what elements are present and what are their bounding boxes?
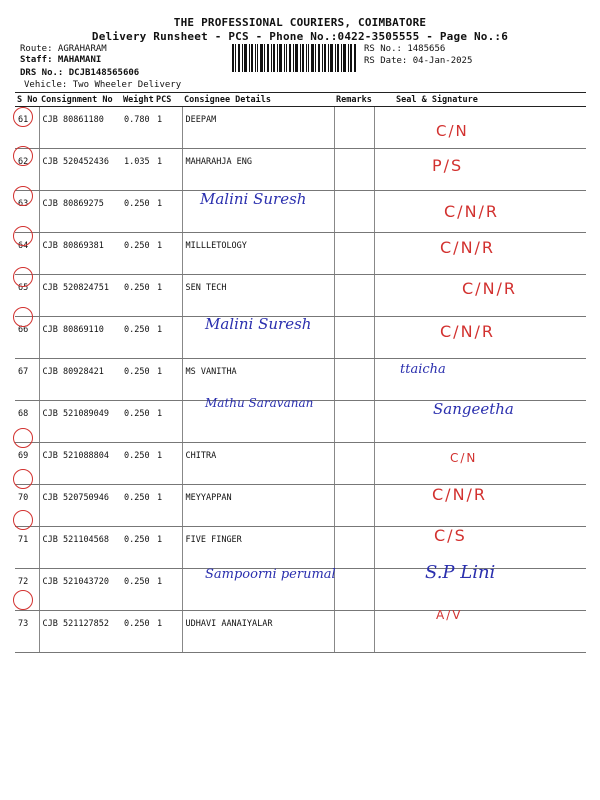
col-consignment: Consignment No bbox=[39, 93, 121, 107]
cell-pcs: 1 bbox=[154, 317, 182, 359]
cell-consignment: CJB 521043720 bbox=[39, 569, 121, 611]
table-row bbox=[15, 527, 586, 569]
cell-pcs: 1 bbox=[154, 191, 182, 233]
handwritten-signature: Sangeetha bbox=[433, 400, 514, 418]
cell-sno: 73 bbox=[15, 611, 39, 653]
col-weight: Weight bbox=[123, 94, 154, 105]
cell-pcs: 1 bbox=[154, 569, 182, 611]
cell-remarks bbox=[334, 233, 374, 275]
col-pcs: PCS bbox=[154, 93, 182, 107]
table-header-row bbox=[15, 93, 586, 107]
cell-remarks bbox=[334, 527, 374, 569]
sno-circle-mark bbox=[13, 428, 33, 448]
cell-consignment: CJB 80869110 bbox=[39, 317, 121, 359]
cell-sno: 66 bbox=[15, 317, 39, 359]
cell-weight: 1.035 bbox=[121, 149, 154, 191]
sno-circle-mark bbox=[13, 510, 33, 530]
handwritten-consignee-name: Malini Suresh bbox=[200, 190, 307, 208]
status-mark: C/N/R bbox=[440, 238, 496, 257]
cell-sno: 67 bbox=[15, 359, 39, 401]
handwritten-consignee-name: Malini Suresh bbox=[205, 315, 312, 333]
col-remarks: Remarks bbox=[334, 93, 374, 107]
cell-sno: 62 bbox=[15, 149, 39, 191]
cell-consignee: MEYYAPPAN bbox=[182, 485, 334, 527]
cell-remarks bbox=[334, 275, 374, 317]
cell-weight: 0.250 bbox=[121, 275, 154, 317]
cell-sno: 70 bbox=[15, 485, 39, 527]
cell-seal bbox=[374, 107, 586, 149]
status-mark: P/S bbox=[432, 156, 464, 175]
cell-remarks bbox=[334, 107, 374, 149]
col-sno: S No bbox=[17, 94, 38, 105]
cell-consignment: CJB 521104568 bbox=[39, 527, 121, 569]
barcode-image bbox=[232, 44, 356, 72]
cell-weight: 0.250 bbox=[121, 569, 154, 611]
cell-consignee: UDHAVI AANAIYALAR bbox=[182, 611, 334, 653]
vehicle-label: Vehicle: Two Wheeler Delivery bbox=[24, 80, 182, 90]
table-row bbox=[15, 443, 586, 485]
cell-remarks bbox=[334, 443, 374, 485]
cell-remarks bbox=[334, 359, 374, 401]
cell-pcs: 1 bbox=[154, 611, 182, 653]
cell-weight: 0.250 bbox=[121, 527, 154, 569]
sno-circle-mark bbox=[13, 226, 33, 246]
handwritten-consignee-name: Mathu Saravanan bbox=[205, 396, 314, 410]
cell-consignment: CJB 80869275 bbox=[39, 191, 121, 233]
cell-consignment: CJB 80869381 bbox=[39, 233, 121, 275]
cell-sno: 61 bbox=[15, 107, 39, 149]
status-mark: C/N bbox=[450, 451, 478, 465]
cell-consignment: CJB 521089049 bbox=[39, 401, 121, 443]
cell-sno: 63 bbox=[15, 191, 39, 233]
rs-date: RS Date: 04-Jan-2025 bbox=[364, 56, 473, 66]
cell-remarks bbox=[334, 569, 374, 611]
table-row bbox=[15, 611, 586, 653]
cell-sno: 69 bbox=[15, 443, 39, 485]
handwritten-signature: ttaicha bbox=[400, 362, 446, 377]
table-row bbox=[15, 359, 586, 401]
col-consignee: Consignee Details bbox=[182, 93, 334, 107]
status-mark: C/N/R bbox=[440, 322, 496, 341]
cell-seal bbox=[374, 443, 586, 485]
rs-number: RS No.: 1485656 bbox=[364, 44, 446, 54]
cell-pcs: 1 bbox=[154, 233, 182, 275]
cell-remarks bbox=[334, 485, 374, 527]
company-title: THE PROFESSIONAL COURIERS, COIMBATORE bbox=[173, 16, 427, 29]
cell-pcs: 1 bbox=[154, 275, 182, 317]
table-row bbox=[15, 149, 586, 191]
status-mark: C/S bbox=[434, 526, 467, 545]
table-row bbox=[15, 485, 586, 527]
sno-circle-mark bbox=[13, 267, 33, 287]
cell-weight: 0.250 bbox=[121, 443, 154, 485]
status-mark: C/N/R bbox=[444, 202, 500, 221]
cell-weight: 0.250 bbox=[121, 485, 154, 527]
status-mark: C/N/R bbox=[432, 485, 488, 504]
cell-sno: 64 bbox=[15, 233, 39, 275]
cell-sno: 71 bbox=[15, 527, 39, 569]
handwritten-consignee-name: Sampoorni perumal bbox=[205, 567, 336, 582]
cell-remarks bbox=[334, 149, 374, 191]
table-row bbox=[15, 107, 586, 149]
sno-circle-mark bbox=[13, 146, 33, 166]
cell-pcs: 1 bbox=[154, 107, 182, 149]
cell-consignment: CJB 521088804 bbox=[39, 443, 121, 485]
cell-remarks bbox=[334, 611, 374, 653]
sno-circle-mark bbox=[13, 469, 33, 489]
cell-consignee: DEEPAM bbox=[182, 107, 334, 149]
cell-weight: 0.250 bbox=[121, 401, 154, 443]
cell-consignment: CJB 80928421 bbox=[39, 359, 121, 401]
cell-pcs: 1 bbox=[154, 359, 182, 401]
sno-circle-mark bbox=[13, 590, 33, 610]
cell-pcs: 1 bbox=[154, 401, 182, 443]
cell-pcs: 1 bbox=[154, 443, 182, 485]
drs-number: DRS No.: DCJB148565606 bbox=[20, 68, 140, 78]
cell-weight: 0.250 bbox=[121, 233, 154, 275]
table-row bbox=[15, 233, 586, 275]
status-mark: C/N/R bbox=[462, 279, 518, 298]
handwritten-signature: S.P Lini bbox=[425, 562, 496, 583]
sno-circle-mark bbox=[13, 186, 33, 206]
cell-weight: 0.250 bbox=[121, 359, 154, 401]
cell-consignee: FIVE FINGER bbox=[182, 527, 334, 569]
cell-remarks bbox=[334, 317, 374, 359]
cell-seal bbox=[374, 611, 586, 653]
cell-pcs: 1 bbox=[154, 485, 182, 527]
status-mark: A/V bbox=[436, 608, 463, 622]
cell-consignment: CJB 521127852 bbox=[39, 611, 121, 653]
cell-weight: 0.780 bbox=[121, 107, 154, 149]
cell-consignee: MAHARAHJA ENG bbox=[182, 149, 334, 191]
cell-consignment: CJB 520824751 bbox=[39, 275, 121, 317]
cell-consignee: CHITRA bbox=[182, 443, 334, 485]
cell-sno: 72 bbox=[15, 569, 39, 611]
runsheet-subtitle: Delivery Runsheet - PCS - Phone No.:0422-3505555 - Page No.:6 bbox=[91, 30, 509, 43]
cell-pcs: 1 bbox=[154, 149, 182, 191]
route-label: Route: AGRAHARAM bbox=[20, 44, 107, 54]
cell-weight: 0.250 bbox=[121, 191, 154, 233]
cell-remarks bbox=[334, 191, 374, 233]
cell-consignee: SEN TECH bbox=[182, 275, 334, 317]
cell-consignee: MS VANITHA bbox=[182, 359, 334, 401]
cell-weight: 0.250 bbox=[121, 317, 154, 359]
cell-remarks bbox=[334, 401, 374, 443]
cell-pcs: 1 bbox=[154, 527, 182, 569]
cell-weight: 0.250 bbox=[121, 611, 154, 653]
col-seal-signature: Seal & Signature bbox=[374, 93, 586, 107]
status-mark: C/N bbox=[436, 122, 469, 140]
cell-sno: 68 bbox=[15, 401, 39, 443]
sno-circle-mark bbox=[13, 107, 33, 127]
cell-consignee: MILLLETOLOGY bbox=[182, 233, 334, 275]
cell-seal bbox=[374, 149, 586, 191]
sno-circle-mark bbox=[13, 307, 33, 327]
cell-sno: 65 bbox=[15, 275, 39, 317]
staff-label: Staff: MAHAMANI bbox=[20, 55, 102, 65]
cell-consignment: CJB 80861180 bbox=[39, 107, 121, 149]
cell-consignment: CJB 520452436 bbox=[39, 149, 121, 191]
cell-consignment: CJB 520750946 bbox=[39, 485, 121, 527]
